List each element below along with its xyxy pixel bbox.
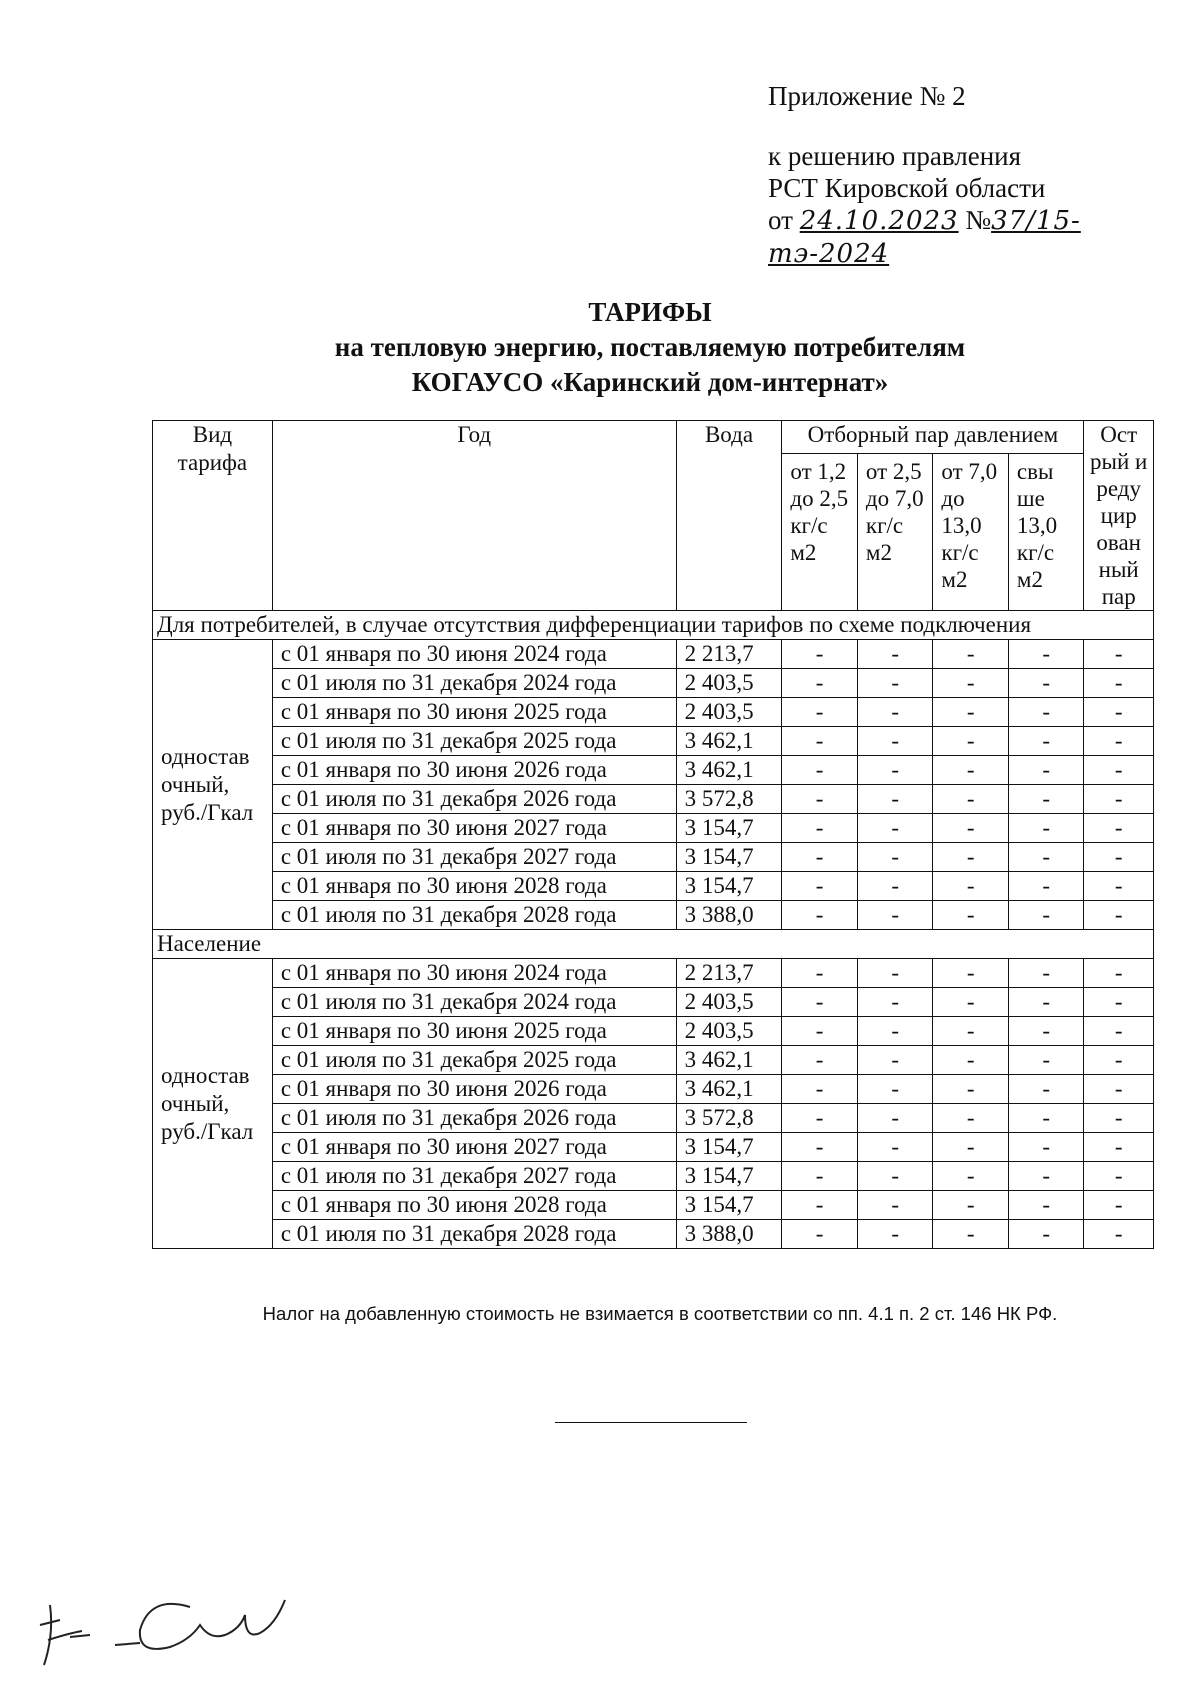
empty-value-cell: - — [1008, 756, 1084, 785]
empty-value-cell: - — [933, 843, 1009, 872]
empty-value-cell: - — [857, 843, 933, 872]
water-value-cell: 2 213,7 — [676, 640, 782, 669]
appendix-number: Приложение № 2 — [768, 81, 966, 111]
empty-value-cell: - — [933, 959, 1009, 988]
empty-value-cell: - — [1084, 640, 1154, 669]
empty-value-cell: - — [933, 1046, 1009, 1075]
decision-date: 24.10.2023 — [799, 206, 959, 236]
empty-value-cell: - — [857, 814, 933, 843]
empty-value-cell: - — [1084, 727, 1154, 756]
empty-value-cell: - — [933, 756, 1009, 785]
empty-value-cell: - — [782, 959, 858, 988]
water-value-cell: 2 213,7 — [676, 959, 782, 988]
empty-value-cell: - — [1084, 901, 1154, 930]
period-cell: с 01 января по 30 июня 2025 года — [272, 698, 676, 727]
empty-value-cell: - — [933, 872, 1009, 901]
empty-value-cell: - — [857, 872, 933, 901]
header-row — [153, 421, 1154, 454]
empty-value-cell: - — [857, 1017, 933, 1046]
water-value-cell: 3 462,1 — [676, 1075, 782, 1104]
empty-value-cell: - — [933, 1104, 1009, 1133]
empty-value-cell: - — [933, 1162, 1009, 1191]
document-title — [140, 295, 1160, 400]
period-cell: с 01 января по 30 июня 2028 года — [272, 872, 676, 901]
decision-line: к решению правления — [768, 141, 1022, 171]
period-cell: с 01 января по 30 июня 2026 года — [272, 756, 676, 785]
table-row — [153, 1075, 1154, 1104]
water-value-cell: 3 462,1 — [676, 756, 782, 785]
empty-value-cell: - — [857, 1075, 933, 1104]
tariff-table — [152, 420, 1154, 1249]
table-row — [153, 872, 1154, 901]
empty-value-cell: - — [933, 727, 1009, 756]
table-row — [153, 1133, 1154, 1162]
vat-note: Налог на добавленную стоимость не взимается в соответствии со пп. 4.1 п. 2 ст. 146 НК РФ. — [262, 1303, 1058, 1324]
empty-value-cell: - — [933, 814, 1009, 843]
empty-value-cell: - — [1084, 988, 1154, 1017]
water-value-cell: 3 154,7 — [676, 814, 782, 843]
empty-value-cell: - — [933, 640, 1009, 669]
header-water: Вода — [676, 421, 782, 611]
table-row — [153, 640, 1154, 669]
title-line-2: на тепловую энергию, поставляемую потребителям — [334, 332, 966, 362]
empty-value-cell: - — [1008, 1104, 1084, 1133]
empty-value-cell: - — [1084, 814, 1154, 843]
appendix-block — [768, 80, 1200, 270]
empty-value-cell: - — [857, 901, 933, 930]
empty-value-cell: - — [857, 698, 933, 727]
empty-value-cell: - — [857, 1104, 933, 1133]
empty-value-cell: - — [1084, 1017, 1154, 1046]
empty-value-cell: - — [1084, 872, 1154, 901]
empty-value-cell: - — [782, 1017, 858, 1046]
table-row — [153, 959, 1154, 988]
empty-value-cell: - — [933, 1075, 1009, 1104]
empty-value-cell: - — [1008, 901, 1084, 930]
period-cell: с 01 января по 30 июня 2024 года — [272, 959, 676, 988]
empty-value-cell: - — [782, 872, 858, 901]
water-value-cell: 3 154,7 — [676, 1191, 782, 1220]
empty-value-cell: - — [782, 640, 858, 669]
empty-value-cell: - — [933, 669, 1009, 698]
empty-value-cell: - — [1008, 843, 1084, 872]
empty-value-cell: - — [1084, 1046, 1154, 1075]
header-extraction-steam: Отборный пар давлением — [782, 421, 1084, 454]
empty-value-cell: - — [1008, 1191, 1084, 1220]
header-live-steam: Ост рый и реду цир ован ный пар — [1084, 421, 1154, 611]
empty-value-cell: - — [857, 640, 933, 669]
table-row — [153, 727, 1154, 756]
empty-value-cell: - — [782, 1220, 858, 1249]
date-prefix: от — [768, 205, 793, 235]
empty-value-cell: - — [1084, 959, 1154, 988]
empty-value-cell: - — [857, 1046, 933, 1075]
period-cell: с 01 января по 30 июня 2026 года — [272, 1075, 676, 1104]
title-main: ТАРИФЫ — [588, 297, 712, 327]
table-row — [153, 756, 1154, 785]
empty-value-cell: - — [933, 1017, 1009, 1046]
empty-value-cell: - — [1084, 785, 1154, 814]
period-cell: с 01 июля по 31 декабря 2028 года — [272, 1220, 676, 1249]
section-header-row — [153, 930, 1154, 959]
table-row — [153, 1220, 1154, 1249]
empty-value-cell: - — [933, 698, 1009, 727]
table-row — [153, 785, 1154, 814]
water-value-cell: 2 403,5 — [676, 988, 782, 1017]
table-row — [153, 1017, 1154, 1046]
empty-value-cell: - — [1084, 843, 1154, 872]
empty-value-cell: - — [1008, 959, 1084, 988]
empty-value-cell: - — [1008, 814, 1084, 843]
empty-value-cell: - — [1084, 669, 1154, 698]
empty-value-cell: - — [933, 901, 1009, 930]
header-pressure-4: свы ше 13,0 кг/с м2 — [1008, 453, 1084, 610]
table-row — [153, 1046, 1154, 1075]
empty-value-cell: - — [1084, 756, 1154, 785]
water-value-cell: 3 154,7 — [676, 843, 782, 872]
table-row — [153, 988, 1154, 1017]
empty-value-cell: - — [782, 814, 858, 843]
empty-value-cell: - — [782, 1075, 858, 1104]
empty-value-cell: - — [857, 1191, 933, 1220]
empty-value-cell: - — [933, 785, 1009, 814]
water-value-cell: 3 388,0 — [676, 901, 782, 930]
header-pressure-1: от 1,2 до 2,5 кг/с м2 — [782, 453, 858, 610]
empty-value-cell: - — [1008, 1162, 1084, 1191]
period-cell: с 01 января по 30 июня 2028 года — [272, 1191, 676, 1220]
empty-value-cell: - — [857, 988, 933, 1017]
title-line-3: КОГАУСО «Каринский дом-интернат» — [411, 367, 889, 397]
empty-value-cell: - — [933, 1220, 1009, 1249]
empty-value-cell: - — [782, 1133, 858, 1162]
empty-value-cell: - — [857, 1220, 933, 1249]
water-value-cell: 3 572,8 — [676, 1104, 782, 1133]
empty-value-cell: - — [1008, 640, 1084, 669]
water-value-cell: 3 154,7 — [676, 1162, 782, 1191]
section-title: Население — [153, 930, 1154, 959]
empty-value-cell: - — [782, 1046, 858, 1075]
table-row — [153, 1104, 1154, 1133]
period-cell: с 01 июля по 31 декабря 2028 года — [272, 901, 676, 930]
period-cell: с 01 июля по 31 декабря 2027 года — [272, 843, 676, 872]
empty-value-cell: - — [1084, 1220, 1154, 1249]
empty-value-cell: - — [857, 756, 933, 785]
empty-value-cell: - — [857, 1133, 933, 1162]
empty-value-cell: - — [1008, 1075, 1084, 1104]
period-cell: с 01 января по 30 июня 2027 года — [272, 814, 676, 843]
authority-line: РСТ Кировской области — [768, 173, 1046, 203]
empty-value-cell: - — [782, 901, 858, 930]
empty-value-cell: - — [782, 727, 858, 756]
empty-value-cell: - — [1008, 698, 1084, 727]
period-cell: с 01 июля по 31 декабря 2026 года — [272, 785, 676, 814]
tariff-type-cell: одностав очный, руб./Гкал — [153, 640, 273, 930]
empty-value-cell: - — [933, 1191, 1009, 1220]
water-value-cell: 3 462,1 — [676, 1046, 782, 1075]
period-cell: с 01 июля по 31 декабря 2025 года — [272, 1046, 676, 1075]
water-value-cell: 2 403,5 — [676, 698, 782, 727]
table-row — [153, 1162, 1154, 1191]
water-value-cell: 3 572,8 — [676, 785, 782, 814]
empty-value-cell: - — [1008, 727, 1084, 756]
period-cell: с 01 июля по 31 декабря 2027 года — [272, 1162, 676, 1191]
table-row — [153, 901, 1154, 930]
empty-value-cell: - — [857, 669, 933, 698]
empty-value-cell: - — [782, 756, 858, 785]
empty-value-cell: - — [1008, 1046, 1084, 1075]
period-cell: с 01 января по 30 июня 2025 года — [272, 1017, 676, 1046]
water-value-cell: 3 388,0 — [676, 1220, 782, 1249]
empty-value-cell: - — [857, 959, 933, 988]
empty-value-cell: - — [1084, 1191, 1154, 1220]
tariff-type-cell: одностав очный, руб./Гкал — [153, 959, 273, 1249]
table-row — [153, 669, 1154, 698]
number-prefix: № — [965, 205, 992, 235]
empty-value-cell: - — [1008, 785, 1084, 814]
period-cell: с 01 июля по 31 декабря 2024 года — [272, 669, 676, 698]
empty-value-cell: - — [1008, 1220, 1084, 1249]
empty-value-cell: - — [1008, 1133, 1084, 1162]
table-row — [153, 698, 1154, 727]
header-pressure-2: от 2,5 до 7,0 кг/с м2 — [857, 453, 933, 610]
water-value-cell: 3 462,1 — [676, 727, 782, 756]
water-value-cell: 2 403,5 — [676, 669, 782, 698]
signature-image — [30, 1585, 290, 1675]
empty-value-cell: - — [782, 1104, 858, 1133]
date-number-line — [768, 204, 1200, 270]
empty-value-cell: - — [1008, 1017, 1084, 1046]
empty-value-cell: - — [782, 843, 858, 872]
empty-value-cell: - — [857, 727, 933, 756]
empty-value-cell: - — [1008, 872, 1084, 901]
period-cell: с 01 января по 30 июня 2027 года — [272, 1133, 676, 1162]
table-row — [153, 1191, 1154, 1220]
empty-value-cell: - — [782, 698, 858, 727]
empty-value-cell: - — [782, 669, 858, 698]
water-value-cell: 3 154,7 — [676, 872, 782, 901]
end-divider — [555, 1422, 747, 1423]
section-header-row — [153, 611, 1154, 640]
decision-number: 37/15-тэ-2024 — [768, 206, 1081, 269]
empty-value-cell: - — [857, 785, 933, 814]
empty-value-cell: - — [782, 1191, 858, 1220]
water-value-cell: 3 154,7 — [676, 1133, 782, 1162]
header-year: Год — [272, 421, 676, 611]
empty-value-cell: - — [782, 785, 858, 814]
empty-value-cell: - — [1084, 1075, 1154, 1104]
water-value-cell: 2 403,5 — [676, 1017, 782, 1046]
empty-value-cell: - — [782, 1162, 858, 1191]
empty-value-cell: - — [933, 988, 1009, 1017]
empty-value-cell: - — [782, 988, 858, 1017]
header-pressure-3: от 7,0 до 13,0 кг/с м2 — [933, 453, 1009, 610]
empty-value-cell: - — [857, 1162, 933, 1191]
empty-value-cell: - — [1084, 1162, 1154, 1191]
empty-value-cell: - — [933, 1133, 1009, 1162]
period-cell: с 01 июля по 31 декабря 2026 года — [272, 1104, 676, 1133]
empty-value-cell: - — [1084, 698, 1154, 727]
period-cell: с 01 января по 30 июня 2024 года — [272, 640, 676, 669]
table-row — [153, 814, 1154, 843]
empty-value-cell: - — [1084, 1104, 1154, 1133]
empty-value-cell: - — [1008, 988, 1084, 1017]
period-cell: с 01 июля по 31 декабря 2024 года — [272, 988, 676, 1017]
empty-value-cell: - — [1008, 669, 1084, 698]
header-tariff-type: Вид тарифа — [153, 421, 273, 611]
table-row — [153, 843, 1154, 872]
period-cell: с 01 июля по 31 декабря 2025 года — [272, 727, 676, 756]
table-body — [153, 611, 1154, 1249]
section-title: Для потребителей, в случае отсутствия дифференциации тарифов по схеме подключения — [153, 611, 1154, 640]
empty-value-cell: - — [1084, 1133, 1154, 1162]
